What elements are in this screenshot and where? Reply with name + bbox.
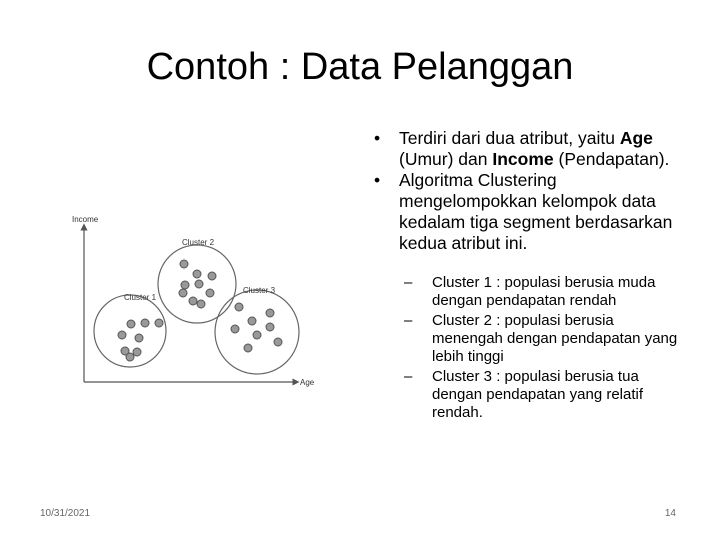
point	[208, 272, 216, 280]
point	[253, 331, 261, 339]
cluster-2-label: Cluster 2	[182, 238, 215, 247]
point	[179, 289, 187, 297]
point	[206, 289, 214, 297]
bullet-item-algorithm	[364, 170, 694, 254]
bullet-text-income: Income	[492, 149, 554, 169]
cluster-3-label: Cluster 3	[243, 286, 276, 295]
point	[180, 260, 188, 268]
point	[235, 303, 243, 311]
x-axis-label: Age	[300, 378, 315, 387]
footer-page-number: 14	[664, 508, 676, 519]
sub-bullet-text: Cluster 3 : populasi berusia tua dengan pendapatan yang relatif rendah.	[432, 368, 644, 421]
point	[248, 317, 256, 325]
bullet-dot-icon: •	[374, 128, 381, 148]
point	[155, 319, 163, 327]
y-axis-label: Income	[72, 215, 99, 224]
sub-bullet-cluster-3	[364, 368, 682, 422]
point	[244, 344, 252, 352]
point	[133, 348, 141, 356]
sub-bullet-text: Cluster 2 : populasi berusia menengah dengan pendapatan yang lebih tinggi	[432, 312, 678, 365]
sub-bullet-text: Cluster 1 : populasi berusia muda dengan pendapatan rendah	[432, 274, 656, 309]
point	[127, 320, 135, 328]
sub-bullet-cluster-2	[364, 312, 682, 366]
bullet-text-age: Age	[619, 128, 653, 148]
point	[195, 280, 203, 288]
dash-icon: –	[404, 312, 413, 329]
point	[126, 353, 134, 361]
point	[266, 323, 274, 331]
point	[231, 325, 239, 333]
bullet-text-part: Terdiri dari dua atribut, yaitu	[399, 128, 620, 148]
dash-icon: –	[404, 368, 413, 385]
footer-date: 10/31/2021	[40, 508, 91, 519]
sub-bullet-list	[364, 274, 694, 422]
cluster-diagram-svg	[60, 205, 330, 405]
point	[118, 331, 126, 339]
cluster-3-points	[231, 303, 282, 352]
point	[181, 281, 189, 289]
point	[274, 338, 282, 346]
cluster-diagram	[60, 205, 330, 405]
bullet-list	[364, 128, 694, 424]
point	[189, 297, 197, 305]
cluster-1-label: Cluster 1	[124, 293, 157, 302]
point	[135, 334, 143, 342]
dash-icon: –	[404, 274, 413, 291]
point	[141, 319, 149, 327]
point	[266, 309, 274, 317]
sub-bullet-cluster-1	[364, 274, 682, 310]
cluster-1-points	[118, 319, 163, 361]
bullet-text-part: (Umur) dan	[399, 149, 493, 169]
bullet-text-part: (Pendapatan).	[553, 149, 670, 169]
point	[193, 270, 201, 278]
bullet-dot-icon: •	[374, 170, 381, 190]
point	[197, 300, 205, 308]
bullet-item-attributes	[364, 128, 694, 170]
bullet-text: Algoritma Clustering mengelompokkan kelompok data kedalam tiga segment berdasarkan kedua atribut ini.	[399, 170, 673, 253]
slide-title: Contoh : Data Pelanggan	[146, 46, 574, 88]
cluster-2-points	[179, 260, 216, 308]
